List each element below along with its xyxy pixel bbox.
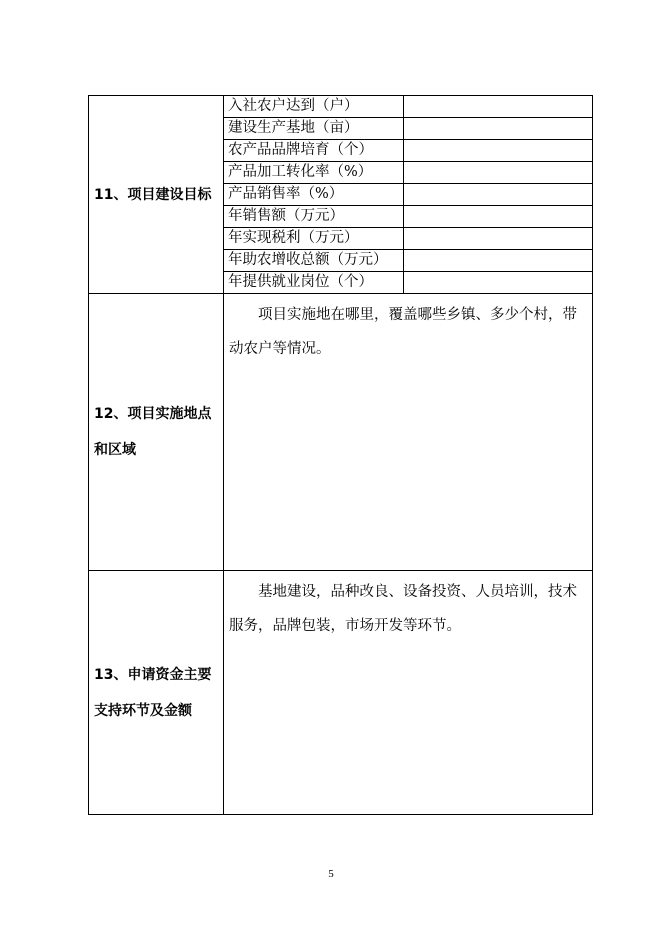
target-item-label: 年助农增收总额（万元）: [224, 250, 404, 272]
target-row: [89, 96, 593, 118]
target-item-label: 产品销售率（%）: [224, 184, 404, 206]
section12-content: 项目实施地在哪里，覆盖哪些乡镇、多少个村，带动农户等情况。: [229, 307, 577, 357]
location-row: [89, 294, 593, 571]
target-item-label: 农产品品牌培育（个）: [224, 140, 404, 162]
target-item-value[interactable]: [404, 228, 593, 250]
section13-label: 13、申请资金主要支持环节及金额: [89, 571, 224, 815]
target-item-value[interactable]: [404, 118, 593, 140]
page-number: 5: [328, 868, 334, 880]
target-item-label: 入社农户达到（户）: [224, 96, 404, 118]
section12-label: 12、项目实施地点和区域: [89, 294, 224, 571]
target-item-value[interactable]: [404, 96, 593, 118]
target-item-value[interactable]: [404, 140, 593, 162]
target-item-label: 建设生产基地（亩）: [224, 118, 404, 140]
target-item-label: 年提供就业岗位（个）: [224, 272, 404, 294]
target-item-value[interactable]: [404, 206, 593, 228]
target-item-label: 年销售额（万元）: [224, 206, 404, 228]
target-item-value[interactable]: [404, 250, 593, 272]
section13-content-cell[interactable]: [224, 571, 593, 815]
funding-row: [89, 571, 593, 815]
target-item-label: 产品加工转化率（%）: [224, 162, 404, 184]
section12-content-cell[interactable]: [224, 294, 593, 571]
section11-label: 11、项目建设目标: [89, 96, 224, 294]
target-item-value[interactable]: [404, 272, 593, 294]
target-item-value[interactable]: [404, 162, 593, 184]
section13-content: 基地建设，品种改良、设备投资、人员培训，技术服务，品牌包装，市场开发等环节。: [229, 584, 577, 634]
project-form-table: [88, 95, 593, 815]
target-item-value[interactable]: [404, 184, 593, 206]
target-item-label: 年实现税利（万元）: [224, 228, 404, 250]
